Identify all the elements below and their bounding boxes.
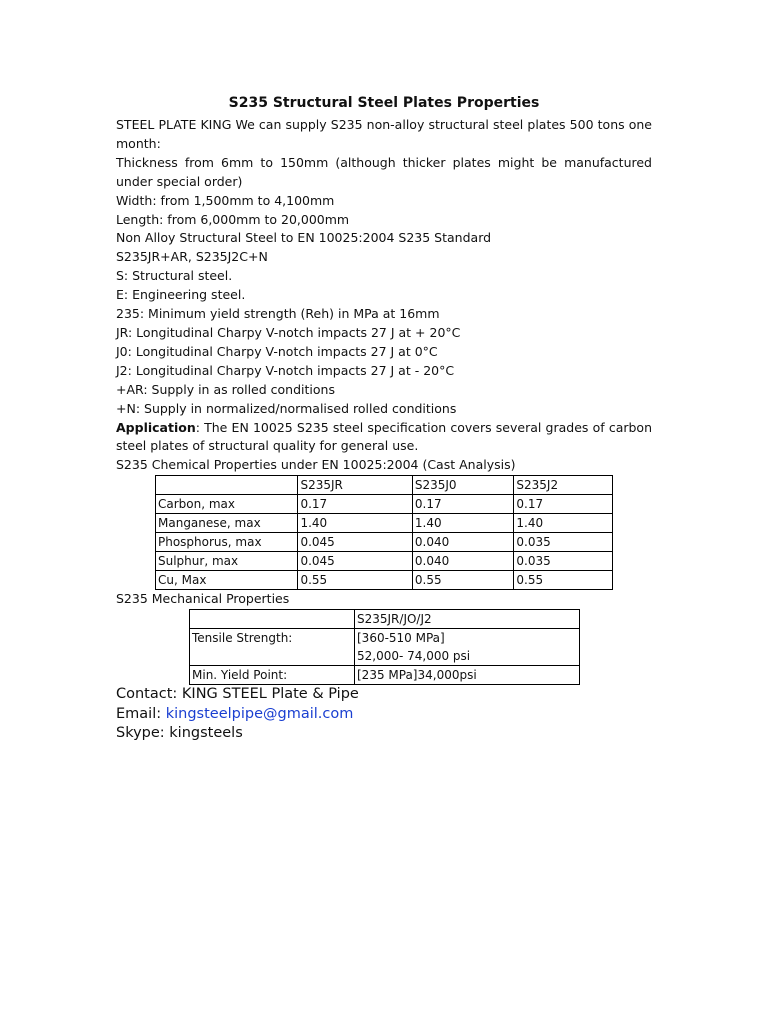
tensile-label-cell: Tensile Strength: xyxy=(190,629,355,666)
table-cell: 1.40 xyxy=(412,514,514,533)
table-cell: Cu, Max xyxy=(156,571,298,590)
yield-value-cell: [235 MPa]34,000psi xyxy=(355,666,580,685)
intro-paragraph: STEEL PLATE KING We can supply S235 non-alloy structural steel plates 500 tons one month: xyxy=(116,117,652,151)
table-row xyxy=(156,552,613,571)
yield-label-cell: Min. Yield Point: xyxy=(190,666,355,685)
ar-definition: +AR: Supply in as rolled conditions xyxy=(116,381,335,397)
contact-line: Contact: KING STEEL Plate & Pipe xyxy=(116,686,359,703)
standard-line: Non Alloy Structural Steel to EN 10025:2004 S235 Standard xyxy=(116,230,492,246)
table-header-row xyxy=(156,476,613,495)
table-cell: 0.17 xyxy=(514,495,613,514)
table-header-row xyxy=(190,610,580,629)
j0-definition: J0: Longitudinal Charpy V-notch impacts 27 J at 0°C xyxy=(116,343,438,359)
table-cell: Phosphorus, max xyxy=(156,533,298,552)
tensile-mpa: [360-510 MPa] xyxy=(357,631,445,646)
yield-definition: 235: Minimum yield strength (Reh) in MPa at 16mm xyxy=(116,306,440,322)
table-cell: S235J0 xyxy=(412,476,514,495)
jr-definition: JR: Longitudinal Charpy V-notch impacts 27 J at + 20°C xyxy=(116,324,461,340)
table-cell: Sulphur, max xyxy=(156,552,298,571)
table-cell: 0.045 xyxy=(298,533,412,552)
table-cell: 0.035 xyxy=(514,552,613,571)
table-cell: 0.035 xyxy=(514,533,613,552)
length-line: Length: from 6,000mm to 20,000mm xyxy=(116,211,350,227)
table-row xyxy=(190,629,580,666)
table-cell: 0.045 xyxy=(298,552,412,571)
table-cell: Carbon, max xyxy=(156,495,298,514)
application-label: Application xyxy=(116,419,196,435)
page-title: S235 Structural Steel Plates Properties xyxy=(228,95,540,111)
table-cell: 0.55 xyxy=(412,571,514,590)
table-row xyxy=(156,533,613,552)
email-line xyxy=(116,705,652,725)
table-cell: S235J2 xyxy=(514,476,613,495)
table-row xyxy=(156,571,613,590)
document-page xyxy=(116,93,652,744)
table-cell: 0.55 xyxy=(514,571,613,590)
table-cell: S235JR/JO/J2 xyxy=(355,610,580,629)
mechanical-heading: S235 Mechanical Properties xyxy=(116,591,290,607)
table-cell: 1.40 xyxy=(298,514,412,533)
table-cell: Manganese, max xyxy=(156,514,298,533)
table-cell: 1.40 xyxy=(514,514,613,533)
table-row xyxy=(156,514,613,533)
email-link[interactable]: kingsteelpipe@gmail.com xyxy=(165,705,354,722)
application-paragraph xyxy=(116,419,652,457)
table-cell: 0.17 xyxy=(298,495,412,514)
chemical-heading: S235 Chemical Properties under EN 10025:2004 (Cast Analysis) xyxy=(116,457,516,473)
table-cell: S235JR xyxy=(298,476,412,495)
table-row xyxy=(190,666,580,685)
table-cell: 0.040 xyxy=(412,533,514,552)
table-cell: 0.55 xyxy=(298,571,412,590)
table-cell: 0.040 xyxy=(412,552,514,571)
s-definition: S: Structural steel. xyxy=(116,268,233,284)
table-cell xyxy=(190,610,355,629)
grades-line: S235JR+AR, S235J2C+N xyxy=(116,249,268,265)
width-line: Width: from 1,500mm to 4,100mm xyxy=(116,192,335,208)
application-text: : The EN 10025 S235 steel specification covers several grades of carbon steel plates of structural quality for general use. xyxy=(116,419,652,454)
tensile-value-cell xyxy=(355,629,580,666)
skype-line: Skype: kingsteels xyxy=(116,725,243,742)
chemical-properties-table xyxy=(155,475,613,590)
table-cell: 0.17 xyxy=(412,495,514,514)
e-definition: E: Engineering steel. xyxy=(116,287,246,303)
tensile-psi: 52,000- 74,000 psi xyxy=(357,649,471,664)
table-cell xyxy=(156,476,298,495)
mechanical-properties-table xyxy=(189,609,580,685)
email-label: Email: xyxy=(116,705,166,722)
j2-definition: J2: Longitudinal Charpy V-notch impacts 27 J at - 20°C xyxy=(116,362,455,378)
table-row xyxy=(156,495,613,514)
n-definition: +N: Supply in normalized/normalised rolled conditions xyxy=(116,400,457,416)
thickness-paragraph: Thickness from 6mm to 150mm (although thicker plates might be manufactured under special order) xyxy=(116,154,652,189)
